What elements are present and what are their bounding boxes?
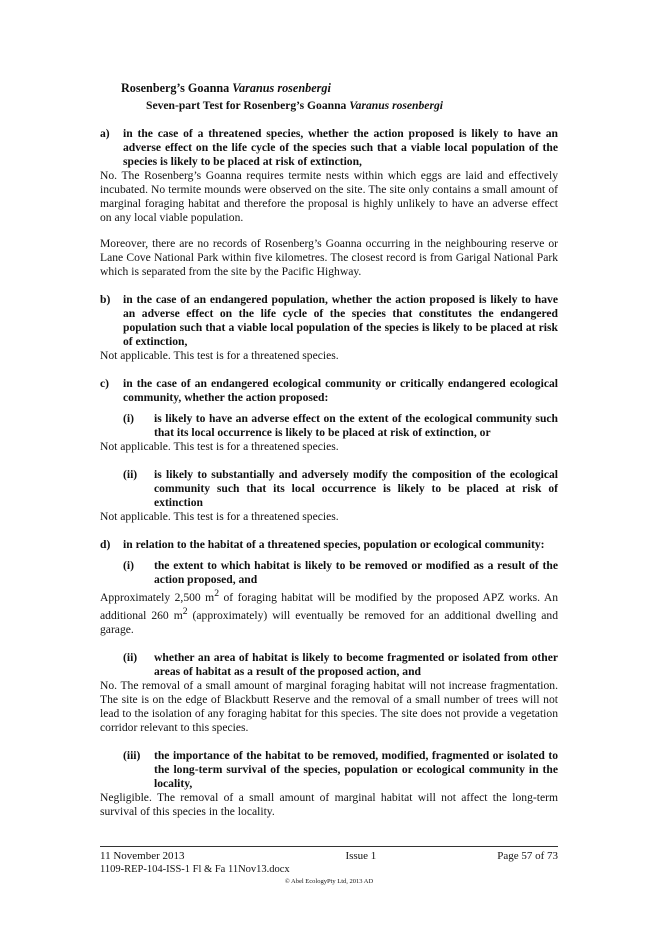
question-a-label: a): [100, 127, 110, 140]
question-c-i: [123, 412, 558, 440]
question-d-ii-label: (ii): [123, 650, 138, 664]
answer-c-ii: Not applicable. This test is for a threatened species.: [100, 510, 339, 523]
footer-issue: Issue 1: [345, 850, 377, 862]
question-d-i-label: (i): [123, 559, 134, 572]
page-subtitle: Seven-part Test for Rosenberg’s Goanna Varanus rosenbergi: [146, 99, 443, 112]
question-c-text: in the case of an endangered ecological community or critically endangered ecological community, whether the action proposed:: [123, 377, 558, 404]
footer-page-number: Page 57 of 73: [497, 850, 558, 862]
question-c-i-label: (i): [123, 412, 134, 425]
question-c-ii-text: is likely to substantially and adversely modify the composition of the ecological community such that its local occurrence is likely to be placed at risk of extinction: [154, 468, 558, 509]
question-c: [100, 377, 558, 405]
page-title: Rosenberg’s Goanna Varanus rosenbergi: [121, 81, 331, 95]
answer-d-iii: Negligible. The removal of a small amount of marginal habitat will not affect the long-term survival of this species in the locality.: [100, 790, 558, 818]
answer-d-i: Approximately 2,500 $m^2$ of foraging habitat will be modified by the proposed APZ works. An additional 260 $m^2$ (approximately) will eventually be removed for an additional dwelling and garage.: [100, 588, 559, 636]
question-d-iii-label: (iii): [123, 748, 141, 762]
answer-d-ii: No. The removal of a small amount of marginal foraging habitat will not increase fragmentation. The site is on the edge of Blackbutt Reserve and the removal of a small number of trees will not lead to the isolation of any foraging habitat for this species. The site does not provide a vegetation corridor relevant to this species.: [100, 678, 558, 734]
question-d-iii-text: the importance of the habitat to be removed, modified, fragmented or isolated to the long-term survival of the species, population or ecological community in the locality,: [154, 748, 558, 790]
question-d-ii-text: whether an area of habitat is likely to become fragmented or isolated from other areas of habitat as a result of the proposed action, and: [154, 650, 558, 678]
question-d-i: [123, 559, 558, 587]
question-c-i-text: is likely to have an adverse effect on the extent of the ecological community such that its local occurrence is likely to be placed at risk of extinction, or: [154, 412, 558, 439]
question-d: [100, 538, 558, 552]
footer-date: 11 November 2013: [100, 850, 185, 862]
footer-copyright: © Abel EcologyPty Ltd, 2013 AD: [284, 878, 374, 885]
question-a-text: in the case of a threatened species, whether the action proposed is likely to have an adverse effect on the life cycle of the species such that a viable local population of the species is likely to be placed at risk of extinction,: [123, 127, 558, 168]
page-content: [100, 81, 558, 819]
question-b-label: b): [100, 293, 111, 306]
page-footer: [100, 846, 558, 886]
question-a: [100, 127, 558, 169]
question-d-label: d): [100, 538, 111, 551]
answer-b: Not applicable. This test is for a threatened species.: [100, 349, 339, 362]
question-b-text: in the case of an endangered population, whether the action proposed is likely to have an adverse effect on the life cycle of the species that constitutes the endangered population such that a viable local population of the species is likely to be placed at risk of extinction,: [123, 293, 558, 348]
question-c-ii: [123, 468, 558, 510]
question-d-text: in relation to the habitat of a threatened species, population or ecological community:: [123, 538, 545, 551]
answer-c-i: Not applicable. This test is for a threatened species.: [100, 440, 339, 453]
question-d-iii: [123, 749, 558, 791]
title-species-name: Varanus rosenbergi: [232, 81, 331, 95]
subtitle-species-name: Varanus rosenbergi: [349, 99, 443, 112]
question-c-label: c): [100, 377, 110, 390]
answer-a-paragraph-1: No. The Rosenberg’s Goanna requires termite nests within which eggs are laid and effectively incubated. No termite mounds were observed on the site. The site only contains a small amount of marginal foraging habitat and therefore the proposal is highly unlikely to have an adverse effect on any local viable population.: [100, 169, 558, 224]
footer-row: [100, 850, 558, 863]
question-b: [100, 293, 558, 349]
answer-a-paragraph-2: Moreover, there are no records of Rosenberg’s Goanna occurring in the neighbouring reserve or Lane Cove National Park within five kilometres. The closest record is from Garigal National Park which is separated from the site by the Pacific Highway.: [100, 237, 558, 278]
question-d-ii: [123, 651, 558, 679]
footer-document-ref: 1109-REP-104-ISS-1 Fl & Fa 11Nov13.docx: [100, 864, 290, 875]
question-d-i-text: the extent to which habitat is likely to be removed or modified as a result of the action proposed, and: [154, 559, 558, 586]
question-c-ii-label: (ii): [123, 468, 138, 481]
